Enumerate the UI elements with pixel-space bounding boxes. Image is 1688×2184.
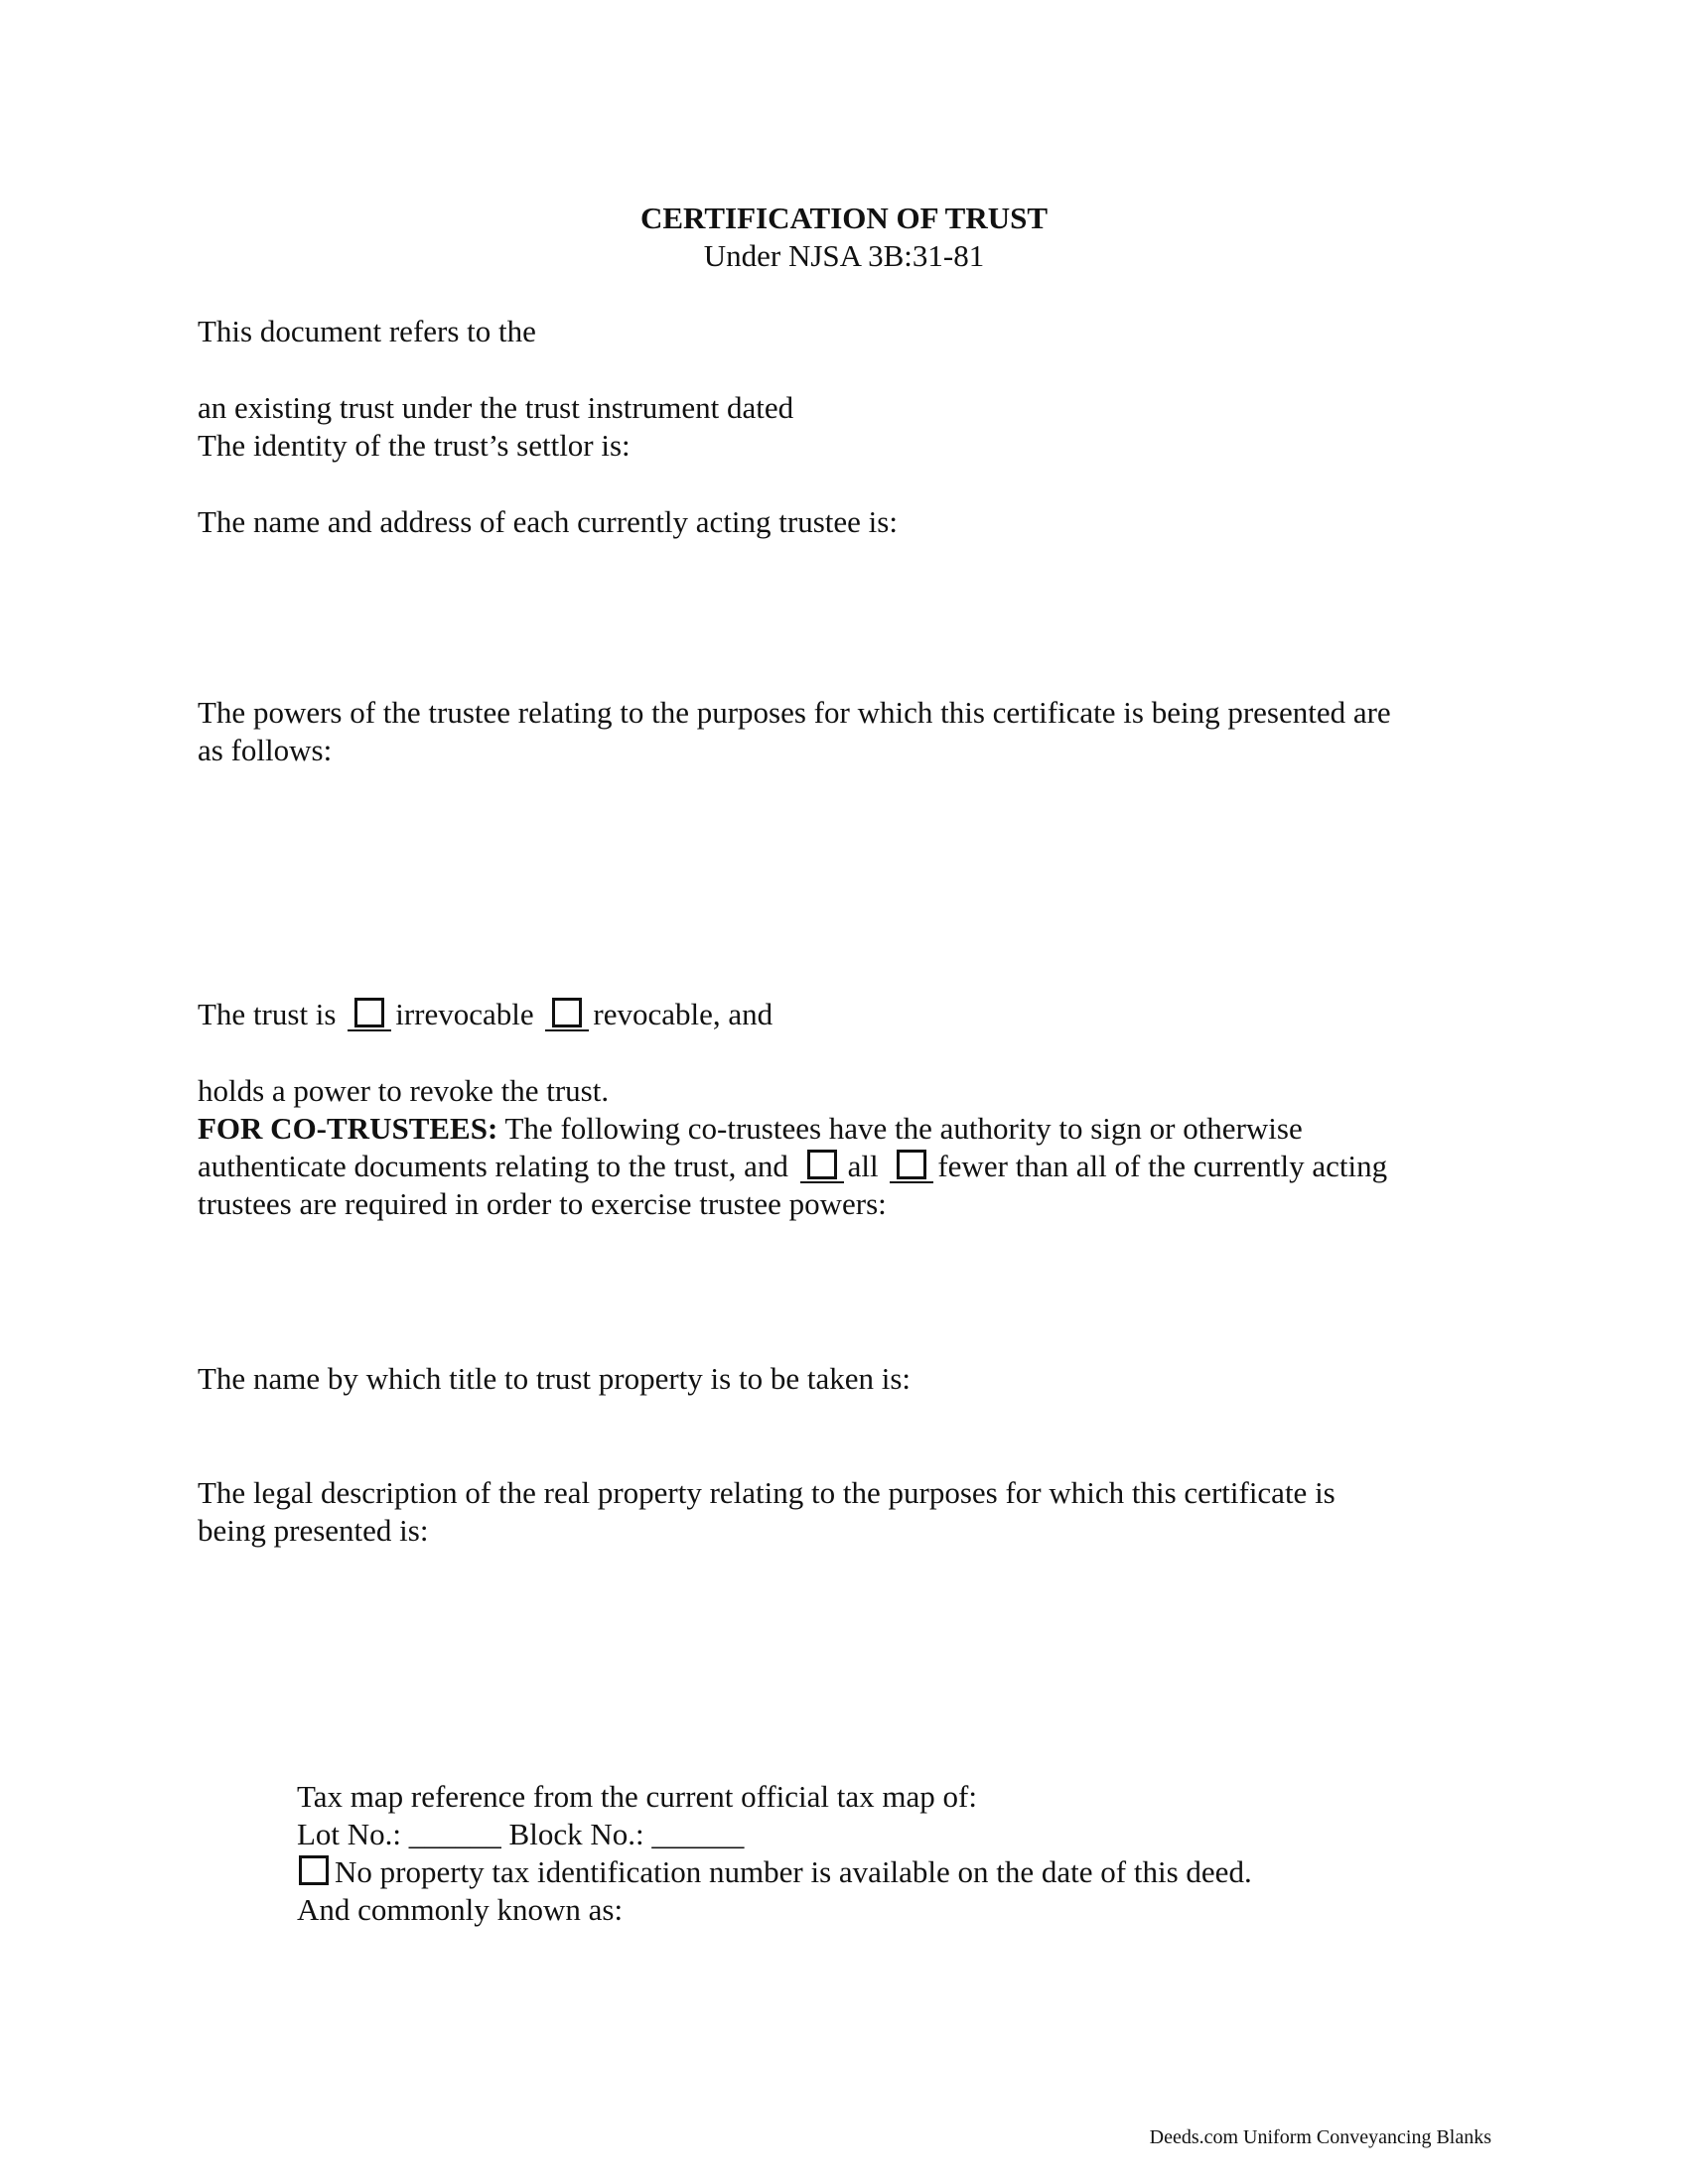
no-tax-id-row: [297, 1853, 1252, 1891]
powers-text-line2: as follows:: [198, 733, 333, 767]
fewer-checkbox-wrap: [890, 1150, 933, 1183]
footer-text: Deeds.com Uniform Conveyancing Blanks: [1149, 2126, 1491, 2148]
all-label: all: [847, 1149, 879, 1183]
cotrustees-line2: [198, 1148, 1387, 1185]
cotrustees-label: FOR CO-TRUSTEES:: [198, 1111, 498, 1146]
cotrustees-line3: trustees are required in order to exercise trustee powers:: [198, 1186, 887, 1221]
legal-desc-line1: The legal description of the real property relating to the purposes for which this certificate is: [198, 1475, 1336, 1510]
cotrustees-text-2: authenticate documents relating to the trust, and: [198, 1149, 788, 1183]
irrevocable-label: irrevocable: [395, 997, 534, 1031]
holds-power-text: holds a power to revoke the trust.: [198, 1073, 610, 1108]
all-checkbox-wrap: [800, 1150, 844, 1183]
fewer-label: fewer than all of the currently acting: [937, 1149, 1388, 1183]
trust-type-row: [198, 996, 773, 1033]
title-name-text: The name by which title to trust property is to be taken is:: [198, 1361, 912, 1396]
revocable-label: revocable, and: [593, 997, 774, 1031]
legal-desc-line2: being presented is:: [198, 1513, 429, 1548]
trust-is-label: The trust is: [198, 997, 337, 1031]
existing-trust-text: an existing trust under the trust instrument dated: [198, 390, 794, 425]
settlor-text: The identity of the trust’s settlor is:: [198, 428, 631, 463]
irrevocable-checkbox-wrap: [348, 998, 391, 1031]
no-tax-id-text: No property tax identification number is available on the date of this deed.: [335, 1854, 1252, 1889]
all-checkbox[interactable]: [807, 1150, 837, 1179]
revocable-checkbox-wrap: [545, 998, 589, 1031]
refers-to-text: This document refers to the: [198, 314, 536, 348]
no-tax-id-checkbox[interactable]: [299, 1855, 329, 1885]
commonly-known-text: And commonly known as:: [297, 1892, 624, 1927]
lot-block-text: Lot No.: ______ Block No.: ______: [297, 1817, 745, 1851]
powers-text-line1: The powers of the trustee relating to the purposes for which this certificate is being presented are: [198, 695, 1391, 730]
revocable-checkbox[interactable]: [552, 998, 582, 1027]
irrevocable-checkbox[interactable]: [354, 998, 384, 1027]
trustees-text: The name and address of each currently acting trustee is:: [198, 504, 898, 539]
cotrustees-text-1: The following co-trustees have the authority to sign or otherwise: [504, 1111, 1303, 1146]
fewer-checkbox[interactable]: [897, 1150, 926, 1179]
document-title: CERTIFICATION OF TRUST: [639, 201, 1049, 235]
document-subtitle: Under NJSA 3B:31-81: [703, 238, 985, 273]
cotrustees-line1: [198, 1110, 1303, 1148]
tax-map-text: Tax map reference from the current official tax map of:: [297, 1779, 977, 1814]
